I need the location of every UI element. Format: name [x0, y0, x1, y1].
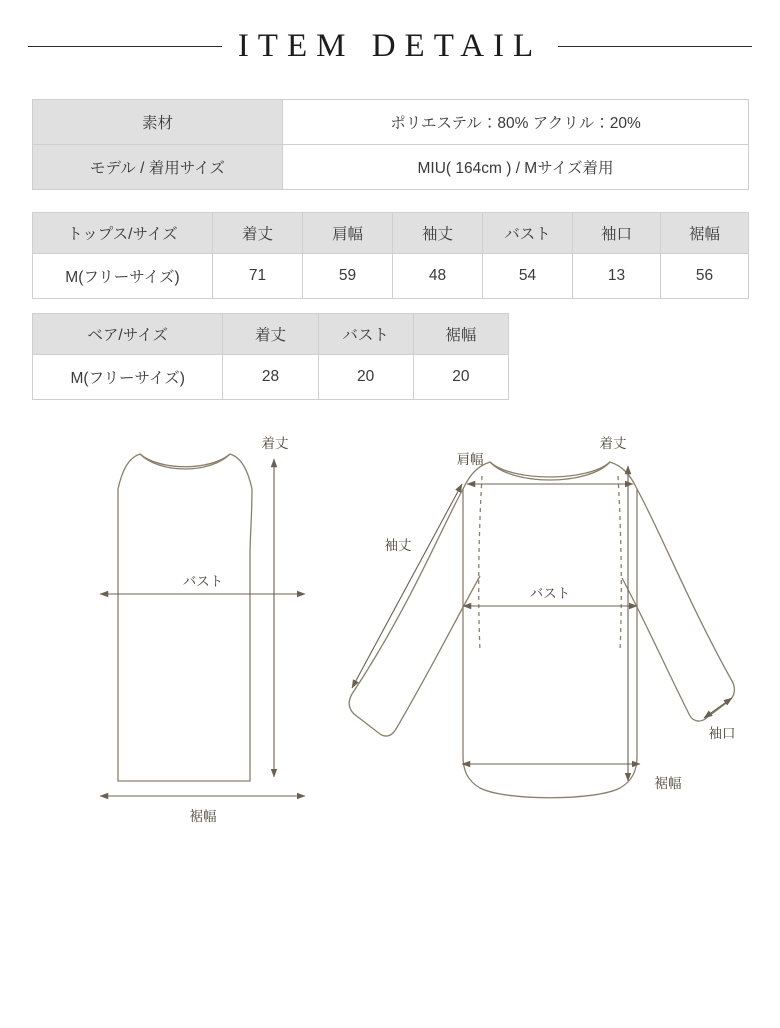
detail-tables: [32, 99, 748, 400]
camisole-bust-label: バスト: [182, 574, 224, 589]
bear-header-0: ベア/サイズ: [33, 314, 223, 355]
tops-cell-0-1: 71: [213, 254, 303, 299]
material-value: ポリエステル：80% アクリル：20%: [283, 100, 749, 145]
table-header-row: [33, 213, 749, 254]
title-rule-right: [558, 46, 752, 47]
bear-header-1: 着丈: [223, 314, 318, 355]
longsleeve-cuff-arrow: [704, 698, 732, 718]
table-header-row: [33, 314, 509, 355]
tops-cell-0-5: 13: [573, 254, 661, 299]
camisole-hem-label: 裾幅: [189, 809, 217, 824]
tops-header-3: 袖丈: [393, 213, 483, 254]
tops-header-0: トップス/サイズ: [33, 213, 213, 254]
tops-header-4: バスト: [483, 213, 573, 254]
table-spacer: [32, 299, 748, 313]
tops-header-2: 肩幅: [303, 213, 393, 254]
tops-size-table: [32, 212, 749, 299]
longsleeve-sleeve-label: 袖丈: [384, 538, 412, 553]
longsleeve-hem-label: 裾幅: [654, 776, 682, 791]
longsleeve-length-label: 着丈: [599, 436, 627, 451]
table-row: [33, 355, 509, 400]
camisole-length-label: 着丈: [261, 436, 289, 451]
tops-cell-0-0: M(フリーサイズ): [33, 254, 213, 299]
table-row: [33, 145, 749, 190]
material-table: [32, 99, 749, 190]
model-label: モデル / 着用サイズ: [33, 145, 283, 190]
longsleeve-outline: [349, 462, 734, 798]
bear-cell-0-1: 28: [223, 355, 318, 400]
page-title: [0, 28, 780, 65]
measurement-diagrams: [0, 426, 780, 926]
bear-header-3: 裾幅: [413, 314, 508, 355]
bear-cell-0-0: M(フリーサイズ): [33, 355, 223, 400]
table-spacer: [32, 190, 748, 212]
tops-cell-0-3: 48: [393, 254, 483, 299]
bear-cell-0-2: 20: [318, 355, 413, 400]
tops-cell-0-4: 54: [483, 254, 573, 299]
longsleeve-sleeve-arrow: [352, 484, 462, 688]
material-label: 素材: [33, 100, 283, 145]
table-row: [33, 254, 749, 299]
tops-header-5: 袖口: [573, 213, 661, 254]
tops-header-6: 裾幅: [661, 213, 749, 254]
longsleeve-cuff-label: 袖口: [708, 726, 736, 741]
longsleeve-bust-label: バスト: [529, 586, 571, 601]
title-rule-left: [28, 46, 222, 47]
bear-size-table: [32, 313, 509, 400]
longsleeve-shoulder-label: 肩幅: [456, 452, 484, 467]
table-row: [33, 100, 749, 145]
tops-header-1: 着丈: [213, 213, 303, 254]
bear-header-2: バスト: [318, 314, 413, 355]
camisole-outline: [118, 454, 252, 781]
tops-cell-0-6: 56: [661, 254, 749, 299]
diagram-svg: [0, 426, 780, 926]
tops-cell-0-2: 59: [303, 254, 393, 299]
bear-cell-0-3: 20: [413, 355, 508, 400]
page-title-text: ITEM DETAIL: [237, 28, 543, 64]
model-value: MIU( 164cm ) / Mサイズ着用: [283, 145, 749, 190]
